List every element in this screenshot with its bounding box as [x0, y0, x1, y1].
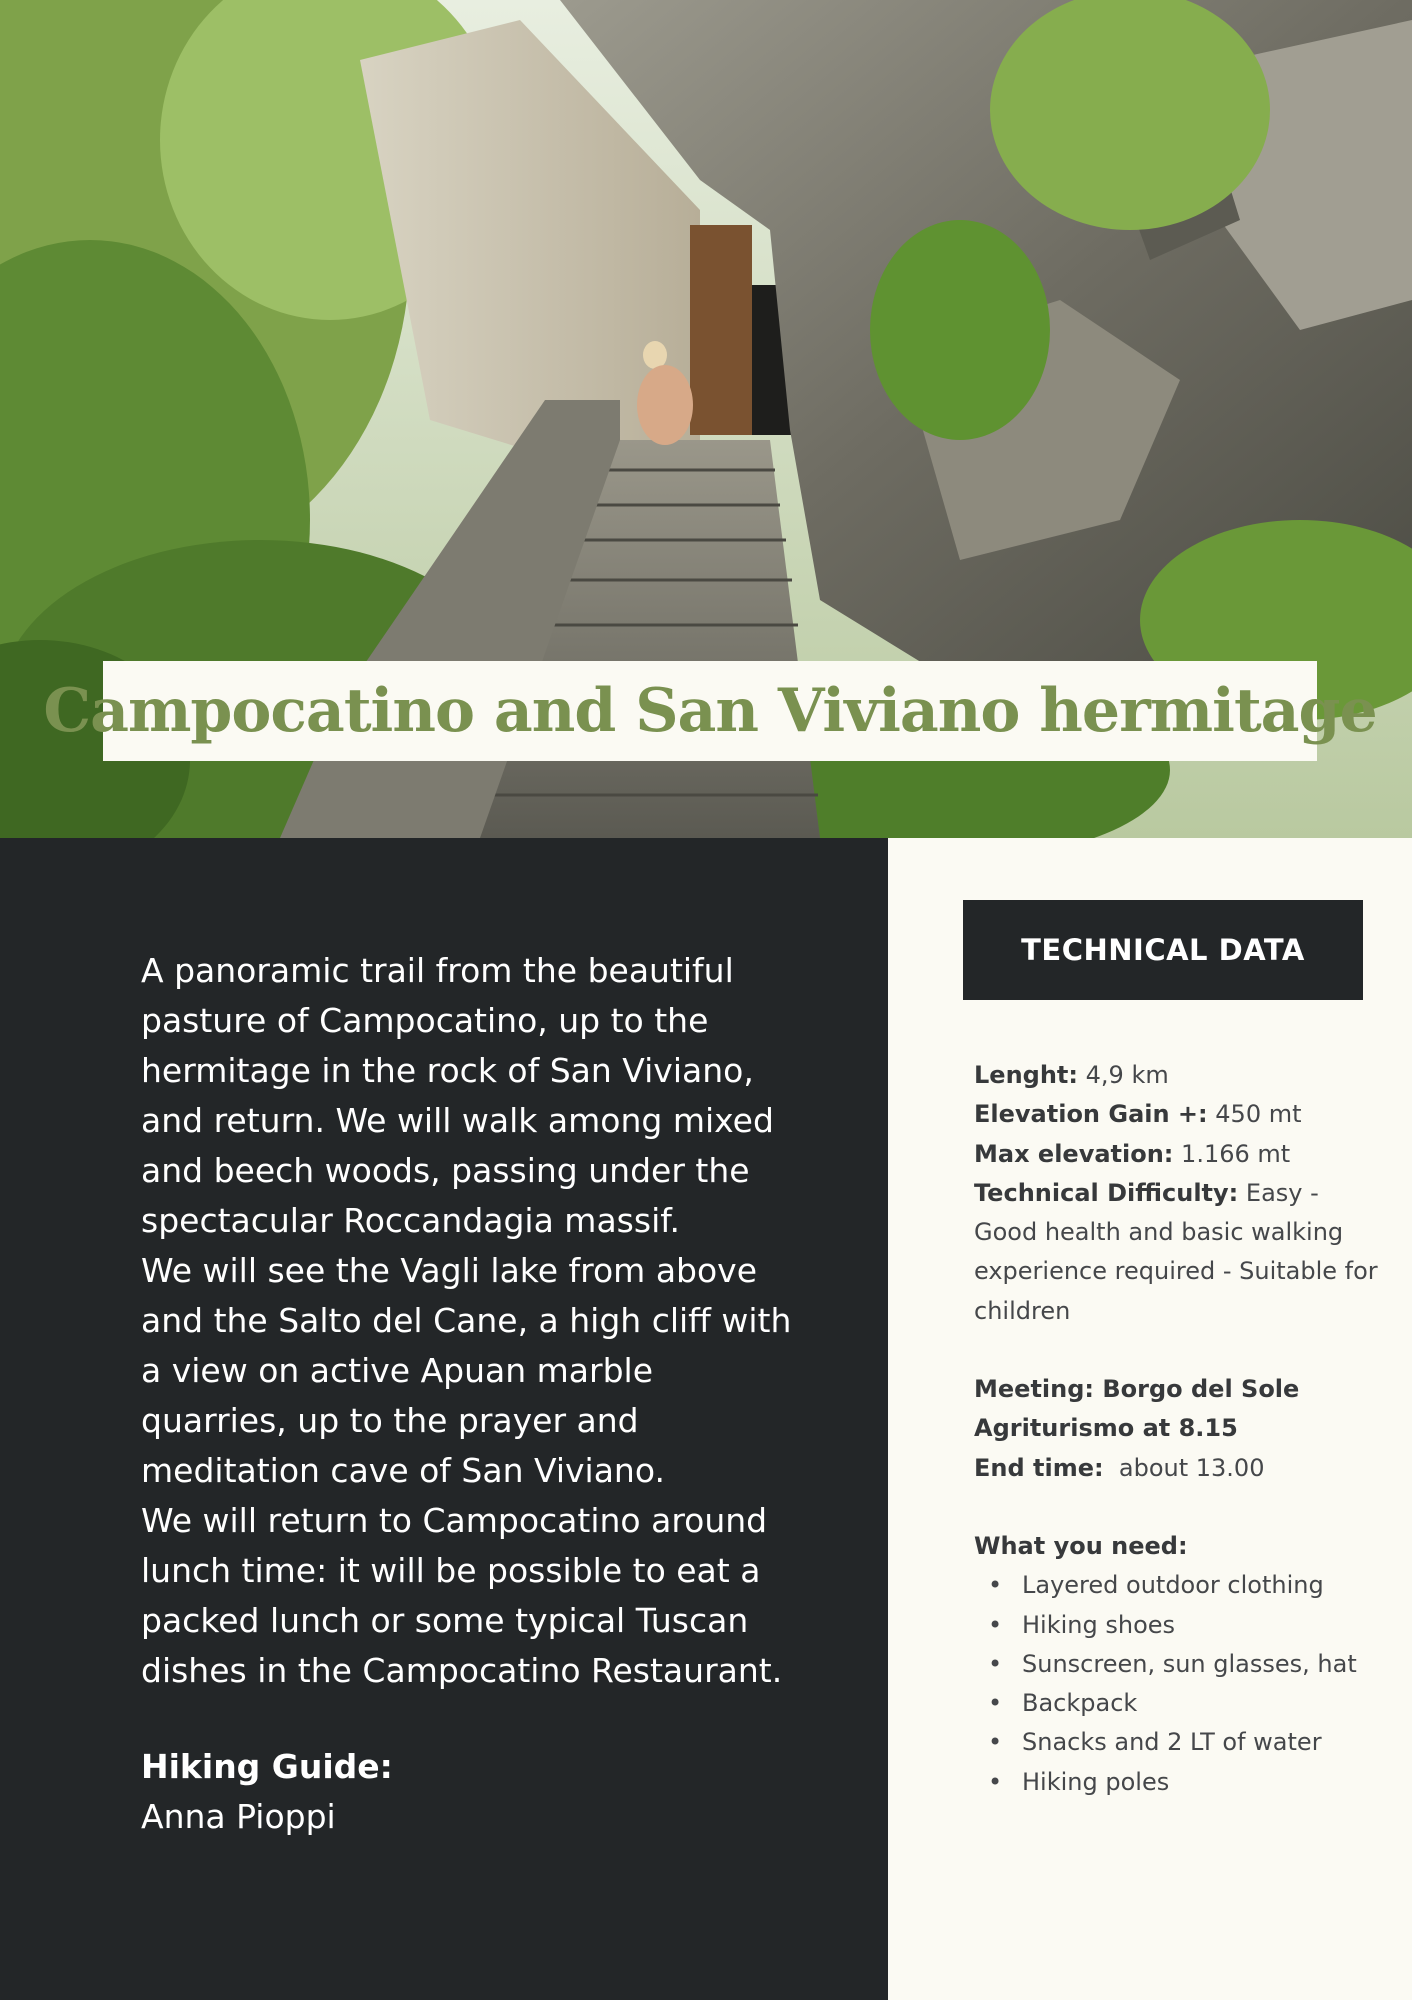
- spec-max-value: 1.166 mt: [1181, 1139, 1291, 1168]
- needs-item: • Snacks and 2 LT of water: [974, 1723, 1384, 1762]
- page-title: Campocatino and San Viviano hermitage: [43, 676, 1377, 746]
- end-time-value: about 13.00: [1118, 1453, 1265, 1482]
- spec-gain-value: 450 mt: [1215, 1100, 1302, 1129]
- needs-item: • Backpack: [974, 1684, 1384, 1723]
- needs-list: [974, 1566, 1384, 1802]
- needs-label: What you need:: [974, 1531, 1188, 1560]
- spec-difficulty-value: Easy - Good health and basic walking experience required - Suitable for children: [974, 1178, 1378, 1325]
- spec-length: [974, 1056, 1384, 1095]
- description-panel: [0, 838, 888, 2000]
- title-banner: [43, 661, 1377, 761]
- trail-description: [141, 946, 801, 1696]
- spec-max-elevation: [974, 1135, 1384, 1174]
- end-time: [974, 1449, 1384, 1488]
- technical-panel: [888, 838, 1412, 2000]
- hero-photo: [0, 0, 1412, 838]
- spec-gain-label: Elevation Gain +:: [974, 1100, 1208, 1129]
- needs-item: • Layered outdoor clothing: [974, 1566, 1384, 1605]
- technical-specs: [974, 1056, 1384, 1802]
- needs-item: • Sunscreen, sun glasses, hat: [974, 1645, 1384, 1684]
- spec-length-label: Lenght:: [974, 1061, 1078, 1089]
- needs-item: • Hiking poles: [974, 1763, 1384, 1802]
- description-paragraph-2: We will see the Vagli lake from above and the Salto del Cane, a high cliff with a view on active Apuan marble quarries, up to the prayer and meditation cave of San Viviano.: [141, 1251, 792, 1490]
- spec-elevation-gain: [974, 1095, 1384, 1134]
- meeting-info: [974, 1370, 1384, 1449]
- needs-item: • Hiking shoes: [974, 1606, 1384, 1645]
- guide-label: Hiking Guide:: [141, 1747, 393, 1786]
- spec-difficulty: [974, 1174, 1384, 1331]
- needs-heading: [974, 1527, 1384, 1566]
- description-paragraph-3: We will return to Campocatino around lunch time: it will be possible to eat a packed lunch or some typical Tuscan dishes in the Campocatino Restaurant.: [141, 1501, 783, 1690]
- spec-length-value: 4,9 km: [1085, 1061, 1169, 1089]
- guide-name: Anna Pioppi: [141, 1797, 336, 1836]
- spec-max-label: Max elevation:: [974, 1139, 1174, 1168]
- technical-data-header: TECHNICAL DATA: [963, 900, 1363, 1000]
- description-paragraph-1: A panoramic trail from the beautiful pasture of Campocatino, up to the hermitage in the rock of San Viviano, and return. We will walk among mixed and beech woods, passing under the spectacular Roccandagia massif.: [141, 951, 774, 1240]
- end-time-label: End time:: [974, 1453, 1104, 1482]
- meeting-text: Meeting: Borgo del Sole Agriturismo at 8.15: [974, 1375, 1300, 1443]
- spec-difficulty-label: Technical Difficulty:: [974, 1178, 1239, 1207]
